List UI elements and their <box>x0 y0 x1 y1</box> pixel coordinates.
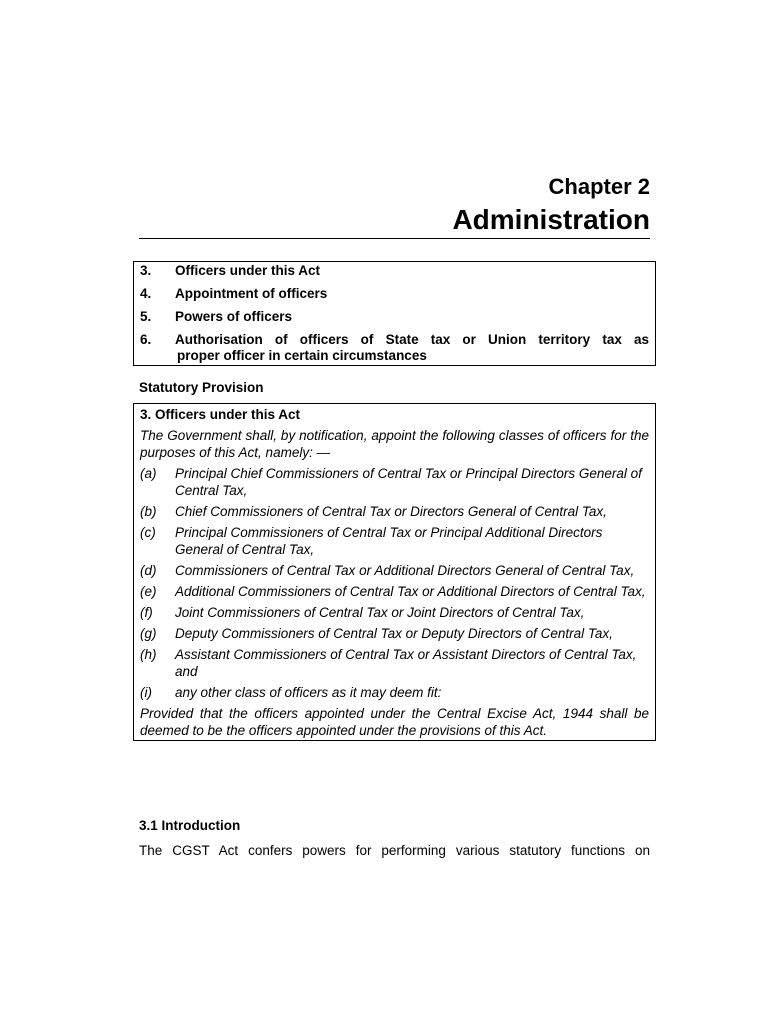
toc-item-text-group <box>175 332 649 364</box>
clause-text: Chief Commissioners of Central Tax or Directors General of Central Tax, <box>175 504 607 519</box>
clause-mark: (c) <box>140 525 156 540</box>
toc-item <box>140 263 649 279</box>
clause-mark: (d) <box>140 563 157 578</box>
introduction-heading: 3.1 Introduction <box>139 818 241 833</box>
chapter-title: Administration <box>452 204 650 235</box>
provision-heading: 3. Officers under this Act <box>140 407 301 422</box>
provision-clause <box>140 465 649 499</box>
clause-text: Joint Commissioners of Central Tax or Joint Directors of Central Tax, <box>175 605 585 620</box>
provision-intro: The Government shall, by notification, appoint the following classes of officers for the purposes of this Act, namely: — <box>140 428 649 460</box>
toc-item-number: 5. <box>140 309 152 324</box>
clause-mark: (e) <box>140 584 157 599</box>
toc-item-text: Powers of officers <box>175 309 293 324</box>
clause-text: Principal Commissioners of Central Tax or Principal Additional Directors General of Central Tax, <box>175 525 603 557</box>
clause-text: Commissioners of Central Tax or Additional Directors General of Central Tax, <box>175 563 635 578</box>
provision-clause <box>140 604 649 621</box>
toc-item-number: 3. <box>140 263 152 278</box>
provision-clause <box>140 684 649 701</box>
provision-proviso: Provided that the officers appointed under the Central Excise Act, 1944 shall be deemed to be the officers appointed under the provisions of this Act. <box>140 706 649 738</box>
provision-clause <box>140 503 649 520</box>
provision-clause <box>140 583 649 600</box>
toc-item-text: Authorisation of officers of State tax or Union territory tax as <box>175 332 649 347</box>
clause-text: Additional Commissioners of Central Tax or Additional Directors of Central Tax, <box>175 584 646 599</box>
toc-item-number: 4. <box>140 286 152 301</box>
statutory-provision-box <box>133 403 656 741</box>
clause-mark: (f) <box>140 605 153 620</box>
toc-item-number: 6. <box>140 332 152 347</box>
clause-mark: (g) <box>140 626 157 641</box>
introduction-body: The CGST Act confers powers for performing various statutory functions on <box>139 843 650 858</box>
statutory-provision-label: Statutory Provision <box>139 380 264 395</box>
toc-item <box>140 332 649 364</box>
toc-item-text: Appointment of officers <box>175 286 328 301</box>
clause-mark: (h) <box>140 647 157 662</box>
title-divider <box>139 238 650 239</box>
chapter-number: Chapter 2 <box>548 174 650 199</box>
clause-mark: (i) <box>140 685 152 700</box>
toc-item-text-continuation: proper officer in certain circumstances <box>177 348 427 363</box>
toc-item <box>140 309 649 325</box>
clause-text: Assistant Commissioners of Central Tax or Assistant Directors of Central Tax, and <box>175 647 637 679</box>
clause-text: Deputy Commissioners of Central Tax or Deputy Directors of Central Tax, <box>175 626 613 641</box>
toc-item-text: Officers under this Act <box>175 263 321 278</box>
clause-mark: (a) <box>140 466 157 481</box>
provision-clause <box>140 646 649 680</box>
toc-item <box>140 286 649 302</box>
provision-clause <box>140 524 649 558</box>
provision-clause <box>140 625 649 642</box>
clause-text: any other class of officers as it may deem fit: <box>175 685 442 700</box>
clause-text: Principal Chief Commissioners of Central Tax or Principal Directors General of Central Tax, <box>175 466 642 498</box>
clause-mark: (b) <box>140 504 157 519</box>
section-contents-box <box>133 261 656 366</box>
provision-clause <box>140 562 649 579</box>
